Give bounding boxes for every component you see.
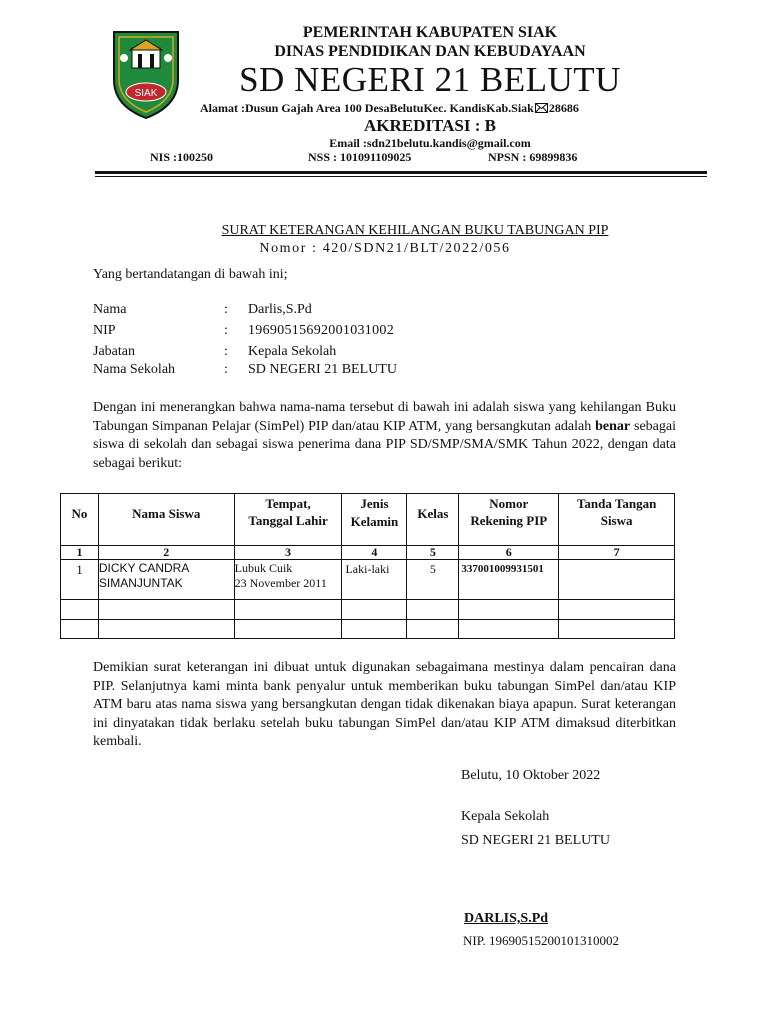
column-number: 2 [98,546,234,560]
identity-sep: : [224,362,228,377]
student-name-line2: SIMANJUNTAK [98,576,183,590]
identity-label-name: Nama [93,302,127,317]
postal-code: 28686 [548,101,579,115]
cell-class: 5 [407,560,459,600]
student-name-line1: DICKY CANDRA [98,561,190,575]
birth-date: 23 November 2011 [234,576,327,590]
signer-position: Kepala Sekolah [461,809,550,824]
header-no: No [61,494,99,546]
cell-gender: Laki-laki [342,560,407,600]
school-email: Email :sdn21belutu.kandis@gmail.com [329,136,531,150]
letter-number: Nomor : 420/SDN21/BLT/2022/056 [259,241,511,256]
identity-value-school: SD NEGERI 21 BELUTU [248,362,397,377]
npsn-number: NPSN : 69899836 [488,150,578,164]
signer-school: SD NEGERI 21 BELUTU [461,833,610,848]
column-number: 4 [342,546,407,560]
statement-paragraph [93,399,676,473]
identity-sep: : [224,344,228,359]
header-gender: Jenis Kelamin [342,494,407,546]
cell-no: 1 [61,560,99,600]
student-table [60,493,675,639]
cell-signature [559,560,675,600]
letter-title [90,223,740,239]
agency-name: DINAS PENDIDIKAN DAN KEBUDAYAAN [274,43,586,60]
column-number: 1 [61,546,99,560]
column-number: 3 [234,546,342,560]
birth-place: Lubuk Cuik [234,561,293,575]
government-name: PEMERINTAH KABUPATEN SIAK [302,24,558,41]
column-number-row [61,546,675,560]
logo-text: SIAK [134,88,158,99]
identity-sep: : [224,323,228,338]
table-row-empty [61,600,675,620]
statement-part-2: sebagai siswa di sekolah dan sebagai siswa penerima dana PIP SD/SMP/SMA/SMK Tahun 2022, dengan data sebagai berikut: [93,418,676,471]
closing-paragraph: Demikian surat keterangan ini dibuat untuk digunakan sebagaimana mestinya dalam pencairan dana PIP. Selanjutnya kami minta bank penyalur untuk memberikan buku tabungan SimPel dan/atau KIP ATM baru atas nama siswa yang bersangkutan dengan tidak dikenakan biaya apapun. Surat keterangan ini dinyatakan tidak berlaku setelah buku tabungan SimPel dan/atau KIP ATM dimaksud diterbitkan kembali. [93,660,676,749]
school-logo [108,28,184,120]
cell-birth [234,560,342,600]
header-student-name: Nama Siswa [98,494,234,546]
header-signature: Tanda Tangan Siswa [559,494,675,546]
table-header-row [61,494,675,546]
cell-account: 337001009931501 [459,560,559,600]
cell-student-name [98,560,234,600]
school-name: SD NEGERI 21 BELUTU [239,60,621,99]
mail-icon [535,103,548,113]
signer-name: DARLIS,S.Pd [464,911,549,926]
identity-value-nip: 19690515692001031002 [248,323,394,338]
signer-nip: NIP. 19690515200101310002 [463,933,620,948]
identity-value-position: Kepala Sekolah [248,344,337,359]
nis-number: NIS :100250 [150,150,214,164]
column-number: 6 [459,546,559,560]
identity-value-name: Darlis,S.Pd [248,302,312,317]
statement-bold-word: benar [595,418,631,434]
letterhead-rule-thin [95,176,707,177]
column-number: 7 [559,546,675,560]
column-number: 5 [407,546,459,560]
letter-title-text: SURAT KETERANGAN KEHILANGAN BUKU TABUNGAN PIP [221,223,609,238]
statement-part-1: Dengan ini menerangkan bahwa nama-nama tersebut di bawah ini adalah siswa yang kehilangan Buku Tabungan Simpanan Pelajar (SimPel) PIP dan/atau KIP ATM, yang bersangkutan adalah [93,400,676,434]
place-date: Belutu, 10 Oktober 2022 [461,768,601,783]
identity-sep: : [224,302,228,317]
address-text: Alamat :Dusun Gajah Area 100 DesaBelutuKec. KandisKab.Siak [200,101,534,115]
table-row [61,560,675,600]
identity-label-nip: NIP [93,323,116,338]
header-account: Nomor Rekening PIP [459,494,559,546]
header-birth: Tempat, Tanggal Lahir [234,494,342,546]
school-address [200,101,579,116]
letterhead-rule-thick [95,171,707,174]
table-row-empty [61,620,675,639]
identity-label-school: Nama Sekolah [93,362,176,377]
nss-number: NSS : 101091109025 [308,150,412,164]
accreditation: AKREDITASI : B [364,116,496,135]
header-class: Kelas [407,494,459,546]
identity-label-position: Jabatan [93,344,135,359]
intro-text: Yang bertandatangan di bawah ini; [93,267,288,282]
